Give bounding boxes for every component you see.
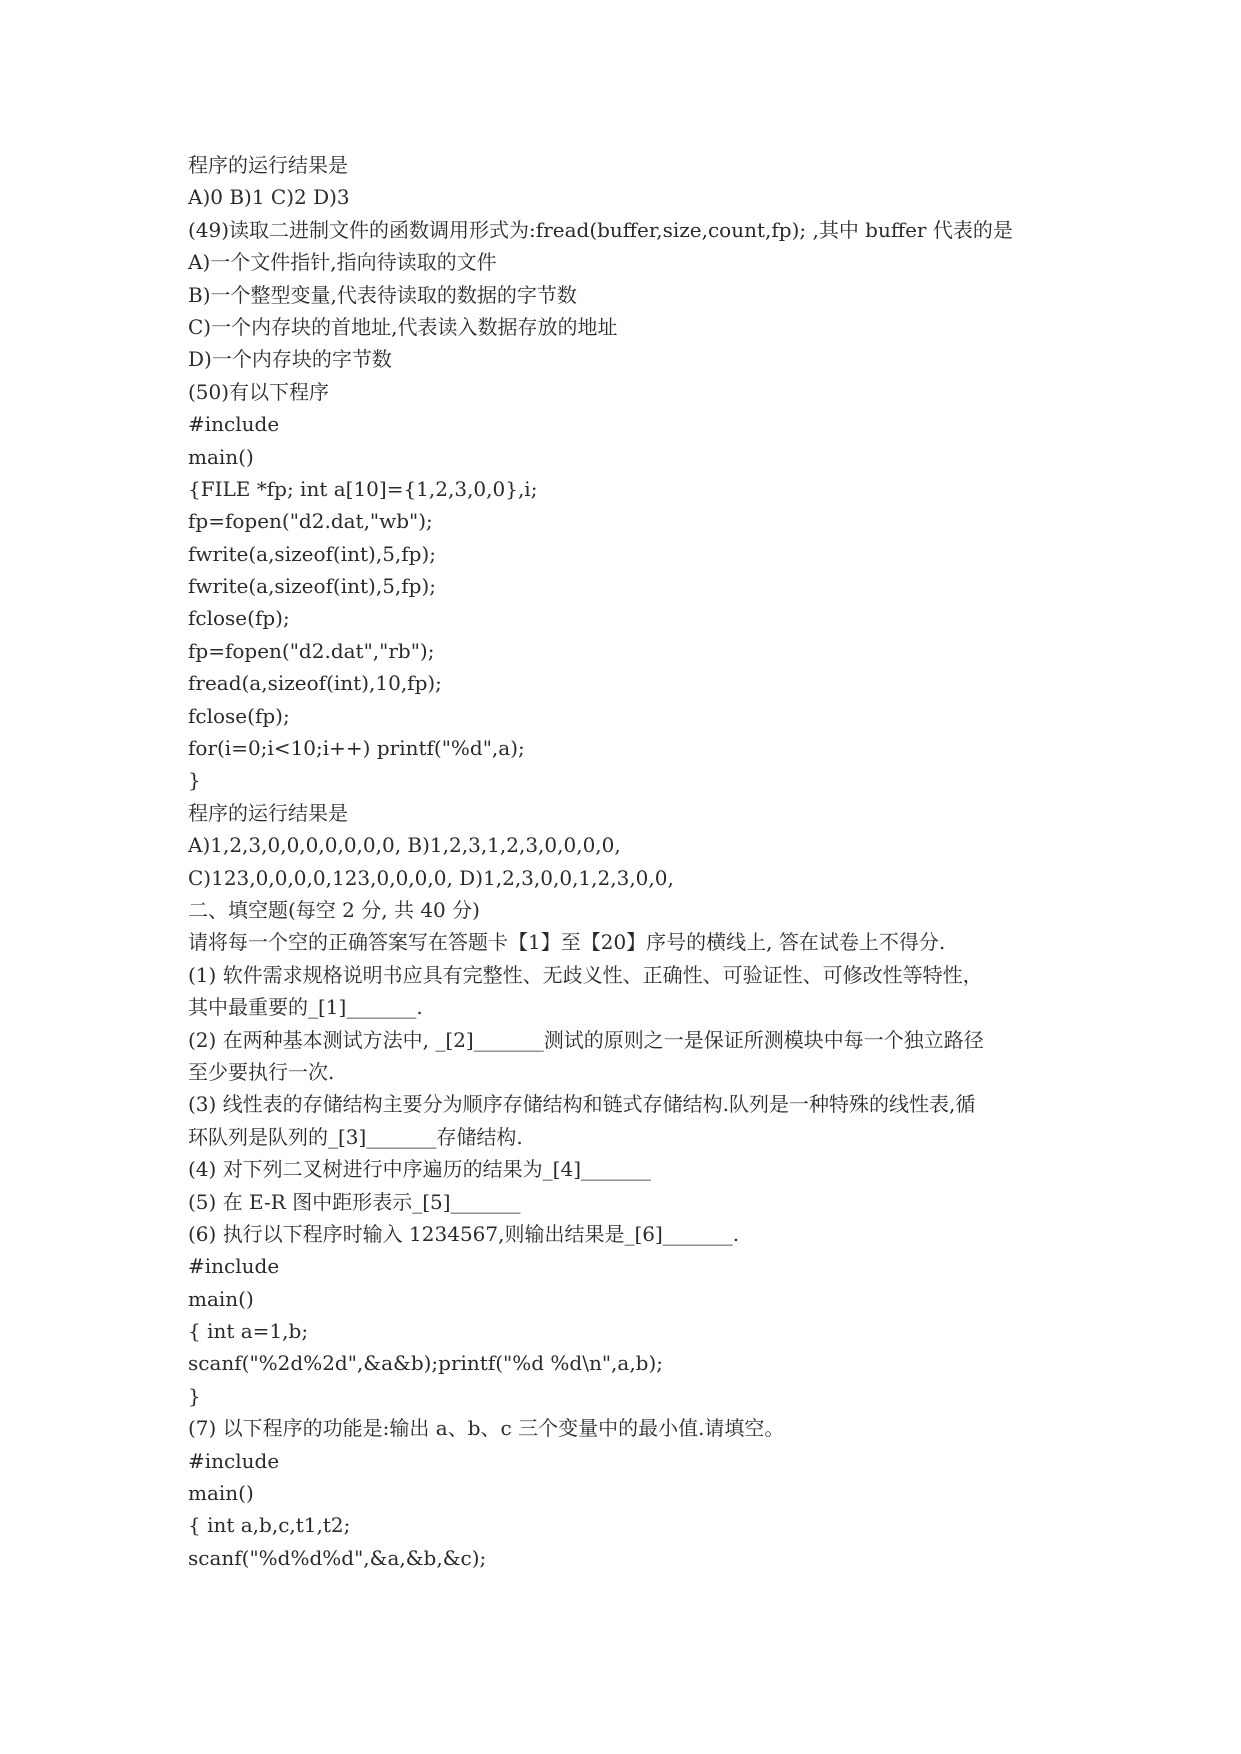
text-line: fp=fopen("d2.dat,"wb"); <box>188 509 433 534</box>
text-line: #include <box>188 1448 280 1473</box>
text-line: { int a=1,b; <box>188 1319 309 1344</box>
text-line: 至少要执行一次. <box>188 1059 335 1084</box>
text-line: 其中最重要的_[1]_______. <box>188 995 423 1020</box>
text-line: A)1,2,3,0,0,0,0,0,0,0, B)1,2,3,1,2,3,0,0,0,0, <box>188 833 621 858</box>
text-line: } <box>188 768 201 793</box>
text-line: (6) 执行以下程序时输入 1234567,则输出结果是_[6]_______. <box>188 1221 740 1246</box>
text-line: } <box>188 1383 201 1408</box>
text-line: fwrite(a,sizeof(int),5,fp); <box>188 574 437 599</box>
text-line: (4) 对下列二叉树进行中序遍历的结果为_[4]_______ <box>188 1157 652 1182</box>
text-line: C)123,0,0,0,0,123,0,0,0,0, D)1,2,3,0,0,1,2,3,0,0, <box>188 865 674 890</box>
text-line: B)一个整型变量,代表待读取的数据的字节数 <box>188 282 577 307</box>
text-line: #include <box>188 412 280 437</box>
text-line: fread(a,sizeof(int),10,fp); <box>188 671 442 696</box>
text-line: (3) 线性表的存储结构主要分为顺序存储结构和链式存储结构.队列是一种特殊的线性表,循 <box>188 1092 976 1117</box>
text-line: (2) 在两种基本测试方法中, _[2]_______测试的原则之一是保证所测模块中每一个独立路径 <box>188 1027 984 1052</box>
text-line: main() <box>188 444 254 469</box>
text-line: C)一个内存块的首地址,代表读入数据存放的地址 <box>188 314 618 339</box>
section-heading: 二、填空题(每空 2 分, 共 40 分) <box>188 897 480 922</box>
text-line: {FILE *fp; int a[10]={1,2,3,0,0},i; <box>188 476 538 501</box>
text-line: scanf("%d%d%d",&a,&b,&c); <box>188 1545 487 1570</box>
text-line: 环队列是队列的_[3]_______存储结构. <box>188 1124 523 1149</box>
text-line: (50)有以下程序 <box>188 379 330 404</box>
text-line: main() <box>188 1481 254 1506</box>
text-line: (49)读取二进制文件的函数调用形式为:fread(buffer,size,count,fp); ,其中 buffer 代表的是 <box>188 217 1013 242</box>
text-line: 程序的运行结果是 <box>188 153 348 177</box>
text-line: (7) 以下程序的功能是:输出 a、b、c 三个变量中的最小值.请填空。 <box>188 1416 785 1441</box>
text-line: fp=fopen("d2.dat","rb"); <box>188 638 435 663</box>
text-line: A)一个文件指针,指向待读取的文件 <box>188 250 497 275</box>
text-line: #include <box>188 1254 280 1279</box>
text-line: fclose(fp); <box>188 606 290 631</box>
document-body <box>188 149 1068 1574</box>
text-line: (1) 软件需求规格说明书应具有完整性、无歧义性、正确性、可验证性、可修改性等特性， <box>188 962 983 987</box>
text-line: D)一个内存块的字节数 <box>188 347 392 372</box>
text-line: fwrite(a,sizeof(int),5,fp); <box>188 541 437 566</box>
text-line: fclose(fp); <box>188 703 290 728</box>
text-line: scanf("%2d%2d",&a&b);printf("%d %d\n",a,b); <box>188 1351 664 1376</box>
text-line: 请将每一个空的正确答案写在答题卡【1】至【20】序号的横线上, 答在试卷上不得分. <box>188 930 946 955</box>
text-line: A)0 B)1 C)2 D)3 <box>188 185 350 210</box>
text-line: main() <box>188 1286 254 1311</box>
text-line: { int a,b,c,t1,t2; <box>188 1513 351 1538</box>
text-line: 程序的运行结果是 <box>188 800 348 825</box>
text-line: (5) 在 E-R 图中距形表示_[5]_______ <box>188 1189 521 1214</box>
text-line: for(i=0;i<10;i++) printf("%d",a); <box>188 736 525 761</box>
